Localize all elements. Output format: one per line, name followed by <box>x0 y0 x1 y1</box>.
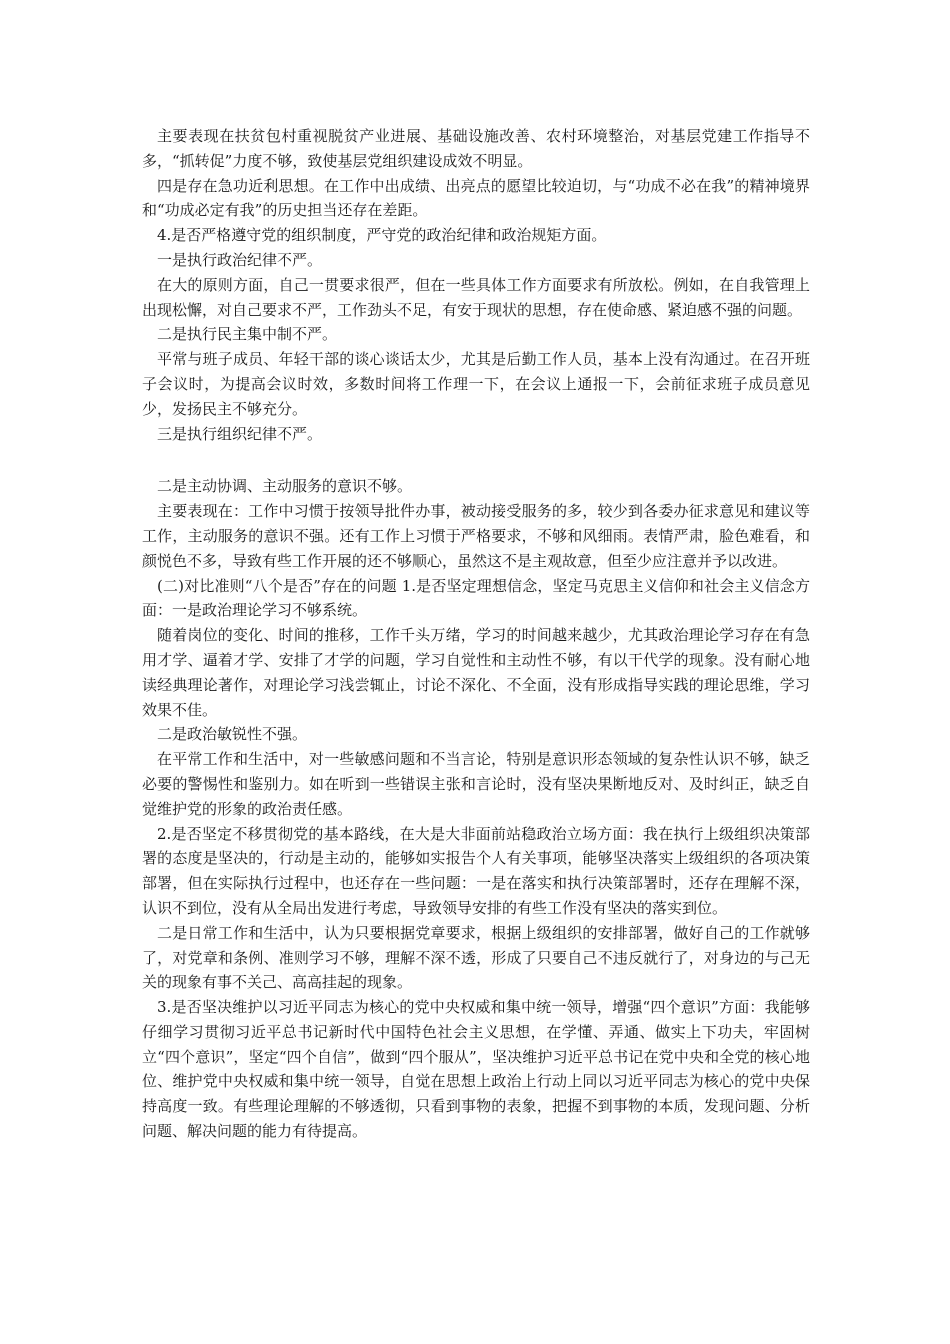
paragraph: 主要表现在扶贫包村重视脱贫产业进展、基础设施改善、农村环境整治，对基层党建工作指导不多，“抓转促”力度不够，致使基层党组织建设成效不明显。 <box>142 127 810 170</box>
paragraph: 随着岗位的变化、时间的推移，工作千头万绪，学习的时间越来越少，尤其政治理论学习存在有急用才学、逼着才学、安排了才学的问题，学习自觉性和主动性不够，有以干代学的现象。没有耐心地读经典理论著作，对理论学习浅尝辄止，讨论不深化、不全面，没有形成指导实践的理论思维，学习效果不佳。 <box>142 626 810 719</box>
paragraph: 主要表现在：工作中习惯于按领导批件办事，被动接受服务的多，较少到各委办征求意见和建议等工作，主动服务的意识不强。还有工作上习惯于严格要求，不够和风细雨。表情严肃，脸色难看，和颜悦色不多，导致有些工作开展的还不够顺心，虽然这不是主观故意，但至少应注意并予以改进。 <box>142 502 810 570</box>
paragraph: 四是存在急功近利思想。在工作中出成绩、出亮点的愿望比较迫切，与“功成不必在我”的精神境界和“功成必定有我”的历史担当还存在差距。 <box>142 176 810 220</box>
paragraph: 一是执行政治纪律不严。 <box>157 250 323 269</box>
paragraph: 平常与班子成员、年轻干部的谈心谈话太少，尤其是后勤工作人员，基本上没有沟通过。在召开班子会议时，为提高会议时效，多数时间将工作理一下，在会议上通报一下，会前征求班子成员意见少，发扬民主不够充分。 <box>142 350 810 418</box>
paragraph: 在大的原则方面，自己一贯要求很严，但在一些具体工作方面要求有所放松。例如，在自我管理上出现松懈，对自己要求不严，工作劲头不足，有安于现状的思想，存在使命感、紧迫感不强的问题。 <box>142 275 810 319</box>
paragraph: 在平常工作和生活中，对一些敏感问题和不当言论，特别是意识形态领域的复杂性认识不够，缺乏必要的警惕性和鉴别力。如在听到一些错误主张和言论时，没有坚决果断地反对、及时纠正，缺乏自觉维护党的形象的政治责任感。 <box>142 750 810 818</box>
paragraph: 二是政治敏锐性不强。 <box>157 725 308 744</box>
paragraph: 2.是否坚定不移贯彻党的基本路线，在大是大非面前站稳政治立场方面：我在执行上级组织决策部署的态度是坚决的，行动是主动的，能够如实报告个人有关事项，能够坚决落实上级组织的各项决策部署，但在实际执行过程中，也还存在一些问题：一是在落实和执行决策部署时，还存在理解不深，认识不到位，没有从全局出发进行考虑，导致领导安排的有些工作没有坚决的落实到位。 <box>142 824 810 917</box>
section-gap <box>142 446 810 474</box>
paragraph: (二)对比准则“八个是否”存在的问题 1.是否坚定理想信念，坚定马克思主义信仰和社会主义信念方面：一是政治理论学习不够系统。 <box>142 576 810 620</box>
paragraph: 4.是否严格遵守党的组织制度，严守党的政治纪律和政治规矩方面。 <box>157 226 607 245</box>
paragraph: 二是日常工作和生活中，认为只要根据党章要求，根据上级组织的安排部署，做好自己的工作就够了，对党章和条例、准则学习不够，理解不深不透，形成了只要自己不违反就行了，对身边的与己无关的现象有事不关己、高高挂起的现象。 <box>142 923 810 992</box>
paragraph: 二是执行民主集中制不严。 <box>157 325 338 344</box>
document-page <box>142 124 810 1144</box>
paragraph: 二是主动协调、主动服务的意识不够。 <box>157 477 413 496</box>
paragraph: 3.是否坚决维护以习近平同志为核心的党中央权威和集中统一领导，增强“四个意识”方面：我能够仔细学习贯彻习近平总书记新时代中国特色社会主义思想，在学懂、弄通、做实上下功夫，牢固树立“四个意识”，坚定“四个自信”，做到“四个服从”，坚决维护习近平总书记在党中央和全党的核心地位、维护党中央权威和集中统一领导，自觉在思想上政治上行动上同以习近平同志为核心的党中央保持高度一致。有些理论理解的不够透彻，只看到事物的表象，把握不到事物的本质，发现问题、分析问题、解决问题的能力有待提高。 <box>142 998 810 1141</box>
paragraph: 三是执行组织纪律不严。 <box>157 424 323 443</box>
